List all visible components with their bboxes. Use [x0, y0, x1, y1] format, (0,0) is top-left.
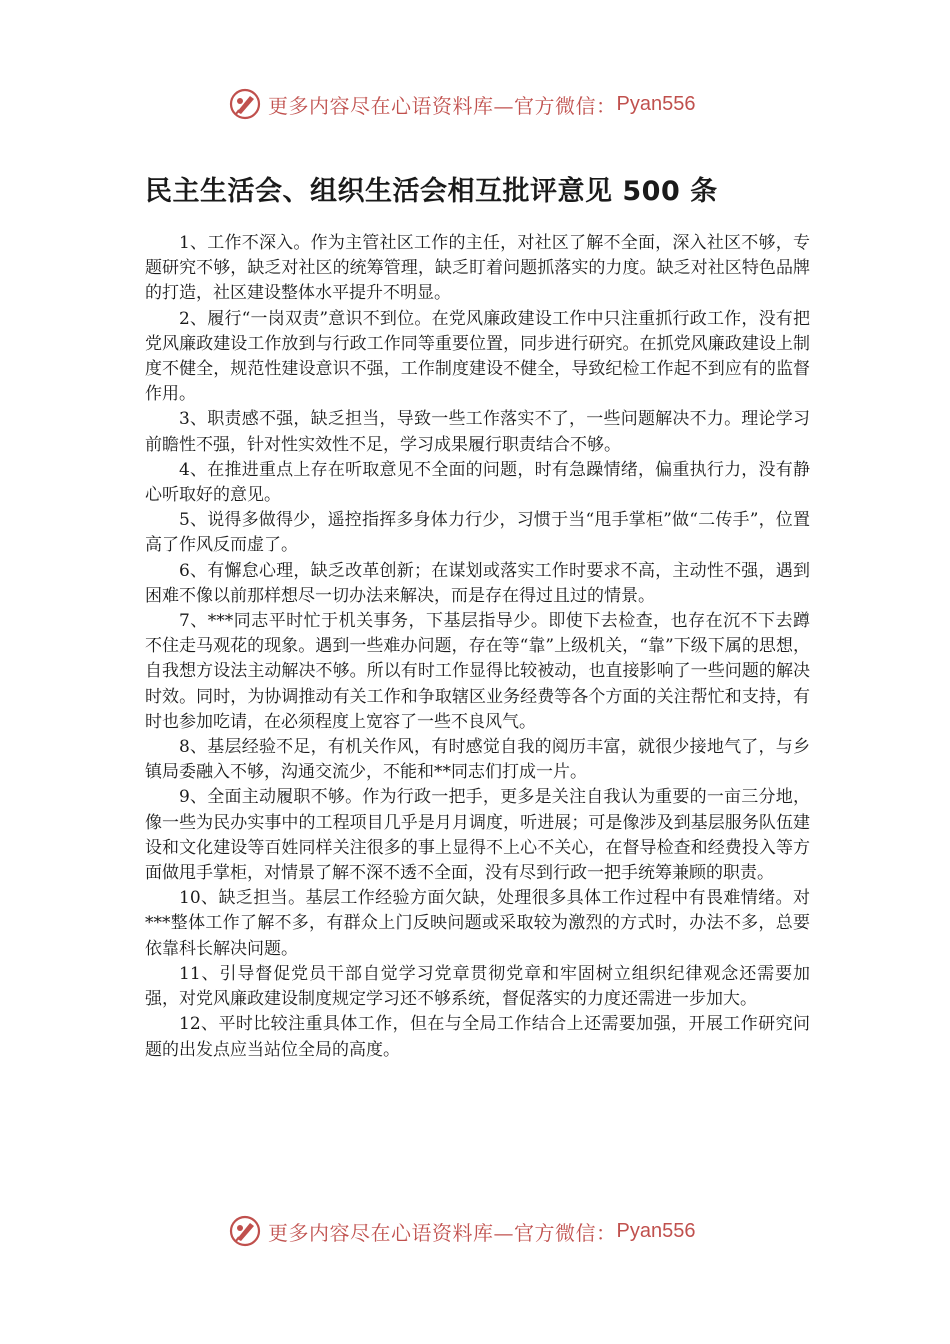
paragraph: 7、***同志平时忙于机关事务，下基层指导少。即使下去检查，也存在沉不下去蹲不住走马观花的现象。遇到一些难办问题，存在等“靠”上级机关，“靠”下级下属的思想，自我想方设法主动解决不够。所以有时工作显得比较被动，也直接影响了一些问题的解决时效。同时，为协调推动有关工作和争取辖区业务经费等各个方面的关注帮忙和支持，有时也参加吃请，在必须程度上宽容了一些不良风气。: [145, 611, 810, 732]
banner-text: 更多内容尽在心语资料库—官方微信：: [268, 93, 617, 118]
banner-wechat-id: Pyan556: [616, 1219, 696, 1242]
paragraph: 1、工作不深入。作为主管社区工作的主任，对社区了解不全面，深入社区不够，专题研究不够，缺乏对社区的统筹管理，缺乏盯着问题抓落实的力度。缺乏对社区特色品牌的打造，社区建设整体水平提升不明显。: [145, 233, 810, 304]
paragraph: 4、在推进重点上存在听取意见不全面的问题，时有急躁情绪，偏重执行力，没有静心听取好的意见。: [145, 459, 810, 506]
document-body: [145, 231, 810, 1063]
banner-text: 更多内容尽在心语资料库—官方微信：: [268, 1220, 617, 1245]
paragraph: 6、有懈怠心理，缺乏改革创新；在谋划或落实工作时要求不高，主动性不强，遇到困难不像以前那样想尽一切办法来解决，而是存在得过且过的情景。: [145, 560, 810, 606]
paragraph: 12、平时比较注重具体工作，但在与全局工作结合上还需要加强，开展工作研究问题的出发点应当站位全局的高度。: [145, 1014, 810, 1060]
paragraph: 2、履行“一岗双责”意识不到位。在党风廉政建设工作中只注重抓行政工作，没有把党风廉政建设工作放到与行政工作同等重要位置，同步进行研究。在抓党风廉政建设上制度不健全，规范性建设意识不强，工作制度建设不健全，导致纪检工作起不到应有的监督作用。: [145, 308, 810, 405]
footer-banner: [228, 1212, 748, 1250]
header-banner: [228, 85, 748, 123]
paragraph: 8、基层经验不足，有机关作风，有时感觉自我的阅历丰富，就很少接地气了，与乡镇局委融入不够，沟通交流少，不能和**同志们打成一片。: [145, 737, 810, 783]
banner-wechat-id: Pyan556: [616, 92, 696, 115]
quill-pen-circle-icon: [228, 1214, 262, 1248]
paragraph: 5、说得多做得少，遥控指挥多身体力行少，习惯于当“甩手掌柜”做“二传手”，位置高了作风反而虚了。: [145, 510, 810, 556]
paragraph: 3、职责感不强，缺乏担当，导致一些工作落实不了，一些问题解决不力。理论学习前瞻性不强，针对性实效性不足，学习成果履行职责结合不够。: [145, 409, 810, 455]
quill-pen-circle-icon: [228, 87, 262, 121]
paragraph: 11、引导督促党员干部自觉学习党章贯彻党章和牢固树立组织纪律观念还需要加强，对党风廉政建设制度规定学习还不够系统，督促落实的力度还需进一步加大。: [145, 963, 810, 1010]
paragraph: 9、全面主动履职不够。作为行政一把手，更多是关注自我认为重要的一亩三分地，像一些为民办实事中的工程项目几乎是月月调度，听进展；可是像涉及到基层服务队伍建设和文化建设等百姓同样关注很多的事上显得不上心不关心，在督导检查和经费投入等方面做甩手掌柜，对情景了解不深不透不全面，没有尽到行政一把手统筹兼顾的职责。: [145, 787, 810, 884]
paragraph: 10、缺乏担当。基层工作经验方面欠缺，处理很多具体工作过程中有畏难情绪。对***整体工作了解不多，有群众上门反映问题或采取较为激烈的方式时，办法不多，总要依靠科长解决问题。: [145, 888, 810, 959]
document-title: 民主生活会、组织生活会相互批评意见 500 条: [145, 176, 718, 207]
